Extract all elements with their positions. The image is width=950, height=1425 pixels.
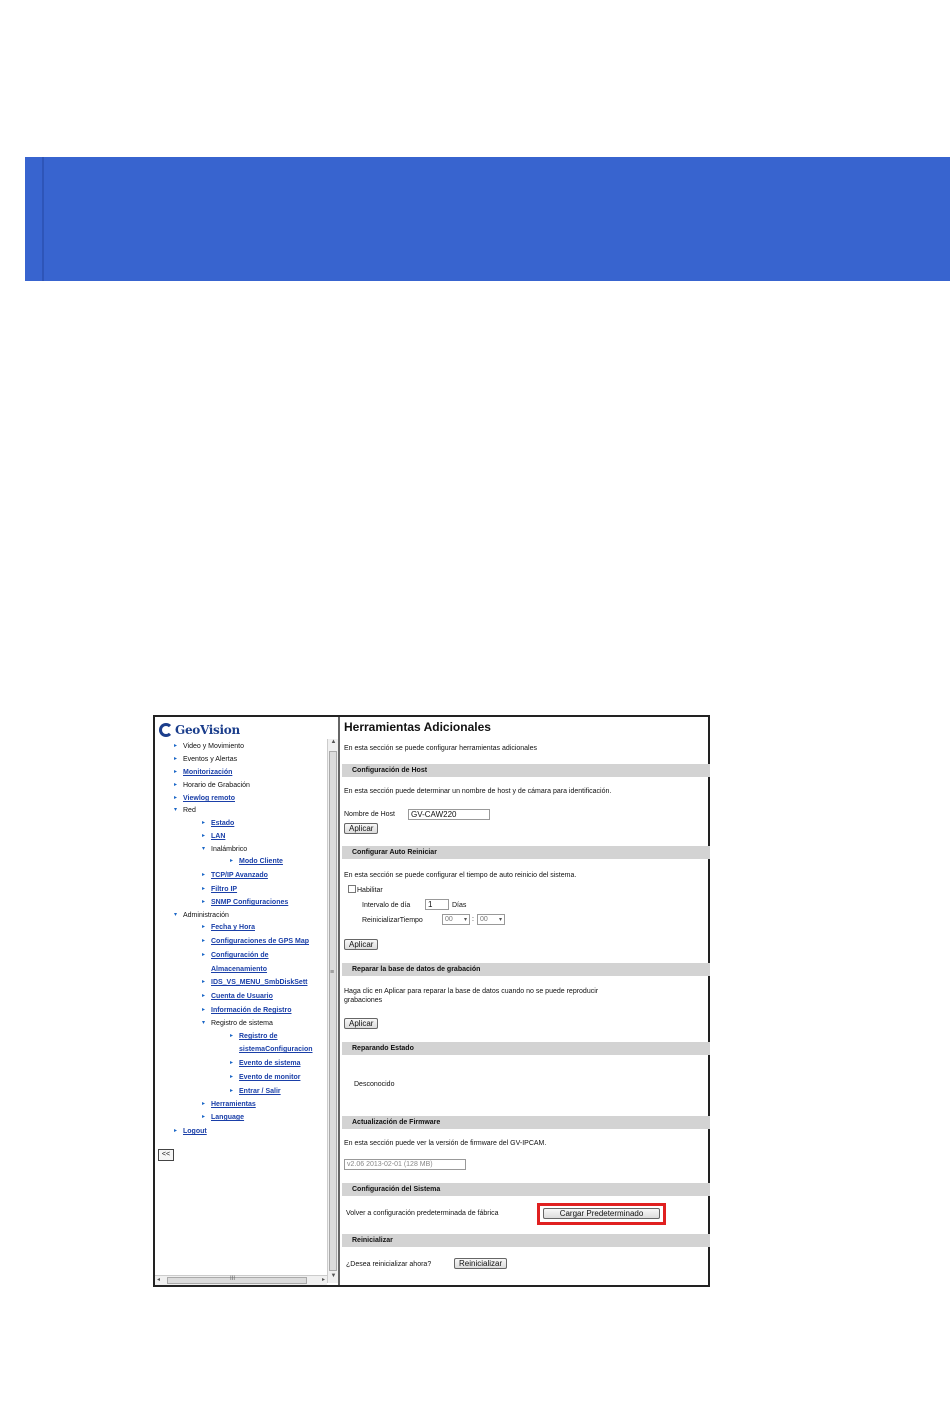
host-name-input[interactable]: GV-CAW220 bbox=[408, 809, 490, 820]
geovision-logo-icon bbox=[159, 723, 173, 737]
logo-text: GeoVision bbox=[175, 723, 240, 737]
sidebar-item-administracion[interactable]: ▾ Administración bbox=[174, 912, 229, 919]
arrow-right-icon: ▸ bbox=[230, 1088, 234, 1094]
sidebar-item-registro-configuracion-cont[interactable]: sistemaConfiguracion bbox=[239, 1046, 313, 1053]
arrow-down-icon: ▾ bbox=[174, 912, 178, 918]
interval-label: Intervalo de día bbox=[362, 902, 411, 909]
sidebar-item-viewlog[interactable]: ▸ Viewlog remoto bbox=[174, 795, 235, 802]
geovision-logo bbox=[159, 721, 240, 739]
sidebar-item-estado[interactable]: ▸ Estado bbox=[202, 820, 235, 827]
arrow-right-icon: ▸ bbox=[230, 858, 234, 864]
arrow-down-icon: ▾ bbox=[202, 846, 206, 852]
arrow-right-icon: ▸ bbox=[202, 1007, 206, 1013]
sidebar-item-almacenamiento-cont[interactable]: Almacenamiento bbox=[211, 966, 268, 973]
minute-select[interactable]: 00 ▾ bbox=[477, 914, 505, 925]
host-name-label: Nombre de Host bbox=[344, 811, 395, 818]
arrow-right-icon: ▸ bbox=[174, 743, 178, 749]
sidebar-item-modo-cliente[interactable]: ▸ Modo Cliente bbox=[230, 858, 283, 865]
firmware-section-header: Actualización de Firmware bbox=[342, 1116, 710, 1129]
collapse-sidebar-button[interactable]: << bbox=[158, 1149, 174, 1161]
firmware-description: En esta sección puede ver la versión de firmware del GV-IPCAM. bbox=[344, 1140, 547, 1147]
arrow-right-icon: ▸ bbox=[174, 756, 178, 762]
sidebar-item-horario[interactable]: ▸ Horario de Grabación bbox=[174, 782, 250, 789]
sidebar-item-evento-sistema[interactable]: ▸ Evento de sistema bbox=[230, 1060, 301, 1067]
sidebar-item-logout[interactable]: ▸ Logout bbox=[174, 1128, 207, 1135]
main-panel bbox=[342, 717, 708, 1285]
arrow-right-icon: ▸ bbox=[202, 979, 206, 985]
scrollbar-thumb[interactable] bbox=[329, 751, 337, 1271]
arrow-right-icon: ▸ bbox=[174, 782, 178, 788]
sidebar-item-entrar-salir[interactable]: ▸ Entrar / Salir bbox=[230, 1088, 281, 1095]
sidebar-item-smbdisk[interactable]: ▸ IDS_VS_MENU_SmbDiskSett bbox=[202, 979, 308, 986]
sidebar-item-informacion-registro[interactable]: ▸ Información de Registro bbox=[202, 1007, 292, 1014]
arrow-right-icon: ▸ bbox=[202, 938, 206, 944]
repair-description-cont: grabaciones bbox=[344, 997, 383, 1004]
reboot-question: ¿Desea reinicializar ahora? bbox=[346, 1261, 432, 1268]
firmware-version-field: v2.06 2013-02-01 (128 MB) bbox=[344, 1159, 466, 1170]
arrow-down-icon: ▾ bbox=[174, 807, 178, 813]
repair-description: Haga clic en Aplicar para reparar la base de datos cuando no se puede reproducir bbox=[344, 988, 599, 995]
arrow-right-icon: ▸ bbox=[174, 795, 178, 801]
sidebar-item-registro-configuracion[interactable]: ▸ Registro de bbox=[230, 1033, 278, 1040]
arrow-down-icon: ▾ bbox=[202, 1020, 206, 1026]
arrow-right-icon: ▸ bbox=[174, 1128, 178, 1134]
sidebar-vertical-scrollbar[interactable] bbox=[327, 739, 339, 1283]
sidebar-item-red[interactable]: ▾ Red bbox=[174, 807, 196, 814]
arrow-right-icon: ▸ bbox=[202, 886, 206, 892]
arrow-right-icon: ▸ bbox=[202, 952, 206, 958]
interval-unit: Días bbox=[452, 902, 467, 909]
sidebar-item-lan[interactable]: ▸ LAN bbox=[202, 833, 226, 840]
host-description: En esta sección puede determinar un nombre de host y de cámara para identificación. bbox=[344, 788, 612, 795]
sidebar-horizontal-scrollbar[interactable] bbox=[155, 1275, 327, 1285]
sidebar-item-monitorizacion[interactable]: ▸ Monitorización bbox=[174, 769, 233, 776]
arrow-right-icon: ▸ bbox=[202, 924, 206, 930]
arrow-right-icon: ▸ bbox=[230, 1033, 234, 1039]
repair-status-value: Desconocido bbox=[354, 1081, 395, 1088]
interval-input[interactable]: 1 bbox=[425, 899, 449, 910]
sidebar-item-gps-map[interactable]: ▸ Configuraciones de GPS Map bbox=[202, 938, 310, 945]
system-section-header: Configuración del Sistema bbox=[342, 1183, 710, 1196]
sidebar-item-video[interactable]: ▸ Video y Movimiento bbox=[174, 743, 244, 750]
scroll-up-icon[interactable]: ▲ bbox=[330, 739, 337, 745]
arrow-right-icon: ▸ bbox=[202, 1114, 206, 1120]
arrow-right-icon: ▸ bbox=[230, 1060, 234, 1066]
sidebar-item-eventos[interactable]: ▸ Eventos y Alertas bbox=[174, 756, 238, 763]
arrow-right-icon: ▸ bbox=[202, 820, 206, 826]
load-default-button[interactable]: Cargar Predeterminado bbox=[543, 1208, 660, 1219]
arrow-right-icon: ▸ bbox=[202, 993, 206, 999]
sidebar bbox=[155, 717, 340, 1285]
arrow-right-icon: ▸ bbox=[202, 872, 206, 878]
reboot-button[interactable]: Reinicializar bbox=[454, 1258, 507, 1269]
time-colon: : bbox=[472, 916, 474, 923]
chevron-down-icon: ▾ bbox=[498, 917, 502, 923]
sidebar-item-snmp[interactable]: ▸ SNMP Configuraciones bbox=[202, 899, 289, 906]
sidebar-item-fecha-hora[interactable]: ▸ Fecha y Hora bbox=[202, 924, 255, 931]
enable-label: Habilitar bbox=[357, 887, 383, 894]
reboot-section-header: Reinicializar bbox=[342, 1234, 710, 1247]
sidebar-item-inalambrico[interactable]: ▾ Inalámbrico bbox=[202, 846, 248, 853]
repair-status-section-header: Reparando Estado bbox=[342, 1042, 710, 1055]
reboot-time-label: ReinicializarTiempo bbox=[362, 917, 423, 924]
screenshot-window bbox=[153, 715, 710, 1287]
arrow-right-icon: ▸ bbox=[202, 833, 206, 839]
sidebar-item-herramientas[interactable]: ▸ Herramientas bbox=[202, 1101, 256, 1108]
arrow-right-icon: ▸ bbox=[174, 769, 178, 775]
page-title: Herramientas Adicionales bbox=[344, 720, 491, 734]
autoreboot-description: En esta sección se puede configurar el tiempo de auto reinicio del sistema. bbox=[344, 872, 577, 879]
header-banner bbox=[25, 157, 950, 281]
arrow-right-icon: ▸ bbox=[230, 1074, 234, 1080]
enable-checkbox[interactable] bbox=[348, 885, 356, 893]
sidebar-item-tcpip[interactable]: ▸ TCP/IP Avanzado bbox=[202, 872, 268, 879]
host-apply-button[interactable]: Aplicar bbox=[344, 823, 378, 834]
autoreboot-section-header: Configurar Auto Reiniciar bbox=[342, 846, 710, 859]
sidebar-item-evento-monitor[interactable]: ▸ Evento de monitor bbox=[230, 1074, 301, 1081]
hscrollbar-grip: III bbox=[230, 1276, 236, 1282]
repair-section-header: Reparar la base de datos de grabación bbox=[342, 963, 710, 976]
hscrollbar-thumb[interactable] bbox=[167, 1277, 307, 1284]
sidebar-item-registro-sistema[interactable]: ▾ Registro de sistema bbox=[202, 1020, 273, 1027]
scroll-down-icon[interactable]: ▼ bbox=[330, 1273, 337, 1279]
scroll-right-icon[interactable]: ▸ bbox=[321, 1277, 325, 1283]
scroll-left-icon[interactable]: ◂ bbox=[157, 1277, 161, 1283]
intro-text: En esta sección se puede configurar herramientas adicionales bbox=[344, 745, 538, 752]
autoreboot-apply-button[interactable]: Aplicar bbox=[344, 939, 378, 950]
sidebar-item-configuracion-almacenamiento[interactable]: ▸ Configuración de bbox=[202, 952, 269, 959]
banner-divider bbox=[42, 157, 44, 281]
chevron-down-icon: ▾ bbox=[463, 917, 467, 923]
repair-apply-button[interactable]: Aplicar bbox=[344, 1018, 378, 1029]
scrollbar-grip: ≡ bbox=[330, 969, 335, 976]
sidebar-item-language[interactable]: ▸ Language bbox=[202, 1114, 245, 1121]
arrow-right-icon: ▸ bbox=[202, 899, 206, 905]
factory-default-text: Volver a configuración predeterminada de fábrica bbox=[346, 1210, 499, 1217]
hour-select[interactable]: 00 ▾ bbox=[442, 914, 470, 925]
sidebar-item-filtro-ip[interactable]: ▸ Filtro IP bbox=[202, 886, 238, 893]
host-section-header: Configuración de Host bbox=[342, 764, 710, 777]
arrow-right-icon: ▸ bbox=[202, 1101, 206, 1107]
sidebar-item-cuenta-usuario[interactable]: ▸ Cuenta de Usuario bbox=[202, 993, 273, 1000]
